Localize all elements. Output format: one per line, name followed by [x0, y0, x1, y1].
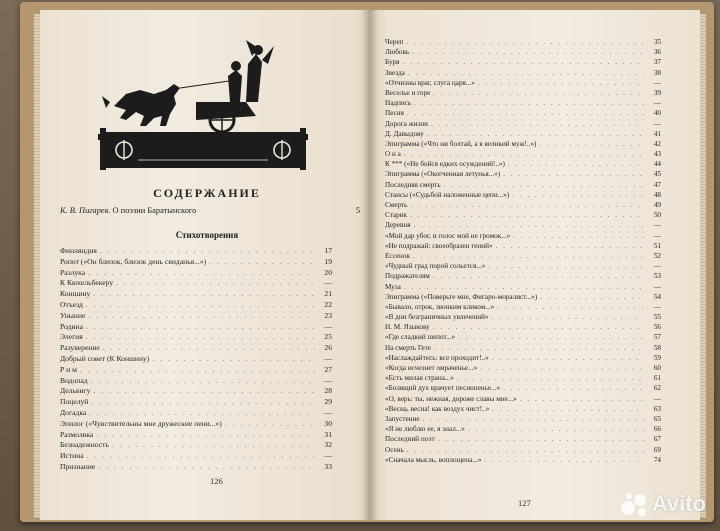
toc-entry-title: Ропот («Он близок, близок день свиданья...»)	[60, 256, 207, 266]
toc-entry-title: Признание	[60, 461, 96, 471]
toc-entry-title: Разуверение	[60, 343, 100, 353]
toc-leader-dots	[492, 404, 644, 414]
toc-leader-dots	[414, 220, 644, 230]
toc-entry-page: —	[324, 451, 332, 461]
toc-entry-title: Водопад	[60, 375, 88, 385]
toc-entry-page: 53	[653, 272, 661, 281]
toc-leader-dots	[93, 289, 315, 300]
toc-entry	[385, 302, 661, 312]
toc-leader-dots	[492, 353, 644, 363]
toc-entry-title: «Не подражай: своеобразен гений»	[385, 241, 493, 250]
toc-entry-page: 66	[653, 425, 661, 434]
toc-entry-page: 61	[653, 374, 661, 383]
toc-entry-page: 60	[653, 364, 661, 372]
toc-entry-title: «Весна, весна! как воздух чист!..»	[385, 404, 490, 413]
toc-leader-dots	[480, 363, 644, 373]
toc-leader-dots	[512, 190, 644, 200]
toc-entry-title: Старик	[385, 211, 408, 220]
toc-entry	[385, 57, 661, 67]
toc-leader-dots	[96, 430, 315, 441]
toc-entry	[385, 404, 661, 414]
toc-leader-dots	[431, 119, 644, 129]
toc-entry-title: «Когда исчезнет омраченье...»	[385, 364, 478, 372]
toc-entry-title: О н а	[385, 150, 401, 159]
toc-leader-dots	[503, 383, 644, 393]
toc-leader-dots	[410, 210, 644, 220]
toc-entry	[60, 246, 332, 257]
toc-entry-title: Дельвигу	[60, 386, 91, 396]
section-title: Стихотворения	[175, 230, 239, 240]
toc-entry-page: 57	[653, 333, 661, 342]
toc-leader-dots	[87, 451, 315, 462]
toc-entry	[385, 251, 661, 261]
toc-entry-title: Отъезд	[60, 299, 83, 309]
toc-entry	[60, 408, 332, 419]
toc-entry-title: Стансы («Судьбой наложенные цепи...»)	[385, 190, 510, 199]
toc-entry-page: 19	[324, 256, 332, 266]
toc-entry	[385, 210, 661, 220]
toc-entry-title: «Есть милая страна...»	[385, 374, 454, 383]
toc-entry-title: Финляндия	[60, 246, 97, 255]
toc-entry	[60, 462, 332, 473]
toc-entry-page: 51	[653, 241, 661, 250]
toc-entry-page: 50	[653, 211, 661, 220]
intro-entry	[60, 206, 360, 215]
toc-entry-page: 69	[653, 445, 661, 454]
toc-entry	[60, 430, 332, 441]
toc-leader-dots	[80, 365, 315, 376]
toc-entry	[385, 47, 661, 57]
toc-entry-page: 36	[653, 48, 661, 57]
toc-entry-page: 56	[653, 323, 661, 332]
toc-entry-title: Безнадежность	[60, 440, 109, 450]
toc-leader-dots	[98, 462, 315, 473]
toc-entry-page: —	[653, 99, 661, 108]
toc-entry-title: Эпиграмма («Окогченная летунья...»)	[385, 170, 501, 179]
toc-entry-page: 58	[653, 343, 661, 352]
toc-entry	[385, 139, 661, 149]
toc-entry-title: Песня	[385, 109, 404, 118]
toc-entry-page: 20	[324, 267, 332, 277]
toc-leader-dots	[100, 246, 315, 257]
toc-leader-dots	[89, 408, 315, 419]
toc-entry-title: «Сначала мысль, воплощена...»	[385, 455, 482, 464]
toc-entry-page: —	[653, 394, 661, 403]
toc-leader-dots	[93, 386, 315, 397]
toc-entry-title: Догадка	[60, 407, 87, 417]
toc-entry-title: «Где сладкий шепот...»	[385, 333, 456, 342]
toc-entry-title: Элегия	[60, 332, 83, 342]
toc-leader-dots	[423, 414, 644, 424]
toc-entry	[385, 455, 661, 465]
toc-entry-page: 35	[653, 38, 661, 46]
toc-entry-page: —	[324, 321, 332, 331]
folio-right: 127	[518, 498, 531, 508]
toc-entry-title: Запустение	[385, 414, 420, 423]
folio-left: 126	[210, 476, 223, 486]
toc-entry	[60, 376, 332, 387]
toc-entry	[385, 282, 661, 292]
toc-entry-page: 27	[324, 364, 332, 374]
toc-entry	[385, 220, 661, 230]
toc-entry	[60, 397, 332, 408]
toc-entry-title: Эпилог («Чувствительны мне дружеские пени...»)	[60, 418, 222, 428]
toc-entry-page: —	[324, 375, 332, 385]
toc-entry-page: 25	[324, 332, 332, 342]
toc-leader-dots	[91, 397, 315, 408]
toc-entry-page: 37	[653, 58, 661, 67]
toc-leader-dots	[427, 129, 644, 139]
toc-entry-title: Н. М. Языкову	[385, 323, 430, 332]
toc-entry	[385, 394, 661, 404]
toc-leader-dots	[539, 139, 644, 149]
toc-entry-page: 74	[653, 455, 661, 464]
avito-text: Avito	[651, 491, 706, 516]
toc-entry	[385, 445, 661, 455]
toc-leader-dots	[412, 47, 644, 57]
toc-entry-title: Надпись	[385, 99, 412, 108]
toc-leader-dots	[410, 200, 644, 210]
toc-entry-title: Размолвка	[60, 429, 94, 439]
toc-entry-page: 31	[324, 429, 332, 439]
toc-entry	[385, 190, 661, 200]
intro-page: 5	[355, 206, 360, 215]
toc-entry-page: 62	[653, 384, 661, 393]
toc-entry-title: Веселье и горе	[385, 88, 431, 97]
toc-entry-title: Эпиграмма («Поверьте мне, Фигаро-моралист...»)	[385, 292, 538, 301]
toc-leader-dots	[152, 354, 315, 365]
toc-entry	[385, 271, 661, 281]
toc-entry-title: Ессенок	[385, 251, 410, 260]
toc-entry-page: 17	[324, 246, 332, 255]
toc-entry-title: Подражателям	[385, 272, 430, 281]
toc-leader-dots	[488, 261, 644, 271]
toc-leader-dots	[434, 343, 644, 353]
toc-entry-page: 39	[653, 88, 661, 97]
toc-entry-page: —	[324, 353, 332, 363]
toc-entry	[60, 419, 332, 430]
toc-entry	[385, 414, 661, 424]
toc-entry	[60, 354, 332, 365]
toc-entry-page: 59	[653, 353, 661, 362]
toc-leader-dots	[444, 180, 644, 190]
toc-entry-title: Череп	[385, 38, 404, 46]
toc-entry-page: 49	[653, 201, 661, 209]
spine-shadow	[362, 10, 378, 520]
toc-entry	[385, 353, 661, 363]
toc-entry-title: «Мой дар убог, и голос мой не громок...»	[385, 231, 511, 240]
toc-leader-dots	[88, 268, 315, 279]
toc-entry-page: 41	[653, 129, 661, 138]
toc-entry-title: На смерть Гете	[385, 343, 431, 352]
toc-entry	[385, 424, 661, 434]
toc-entry-title: Р и м	[60, 364, 77, 374]
toc-entry	[385, 231, 661, 241]
toc-leader-dots	[503, 169, 644, 179]
toc-leader-dots	[88, 311, 315, 322]
toc-entry	[385, 241, 661, 251]
toc-entry	[385, 200, 661, 210]
toc-entry-title: «Наслаждайтесь: все проходит!..»	[385, 353, 489, 362]
toc-leader-dots	[103, 343, 315, 354]
toc-entry	[385, 312, 661, 322]
toc-entry-page: 47	[653, 180, 661, 189]
toc-entry-title: Поцелуй	[60, 397, 89, 407]
toc-entry	[60, 386, 332, 397]
toc-entry	[385, 159, 661, 169]
toc-leader-dots	[513, 231, 644, 241]
toc-entry	[385, 129, 661, 139]
toc-entry-page: —	[653, 262, 661, 271]
toc-entry-page: —	[653, 221, 661, 230]
toc-entry	[385, 261, 661, 271]
toc-entry	[385, 292, 661, 302]
toc-entry-page: 42	[653, 139, 661, 148]
toc-entry-page: 63	[653, 404, 661, 413]
toc-entry-title: «Чудный град порой сольется...»	[385, 262, 486, 271]
toc-entry-page: —	[653, 78, 661, 87]
toc-entry	[385, 169, 661, 179]
toc-entry	[385, 322, 661, 332]
toc-entry-page: 45	[653, 170, 661, 179]
toc-entry-title: Д. Давыдову	[385, 129, 424, 138]
toc-entry	[385, 363, 661, 373]
toc-leader-dots	[402, 57, 644, 67]
toc-leader-dots	[86, 300, 315, 311]
toc-entry-page: 67	[653, 435, 661, 444]
toc-entry	[60, 440, 332, 451]
toc-entry	[385, 373, 661, 383]
toc-entry	[385, 383, 661, 393]
toc-leader-dots	[457, 373, 644, 383]
intro-title: О поэзии Баратынского	[112, 206, 197, 215]
toc-leader-dots	[458, 332, 644, 342]
toc-leader-dots	[112, 440, 315, 451]
toc-entry-page: 22	[324, 299, 332, 309]
toc-entry-title: Осень	[385, 445, 404, 454]
chariot-vignette-icon	[96, 36, 310, 176]
toc-entry	[385, 180, 661, 190]
toc-entry-title: Добрый совет (К Коншину)	[60, 353, 150, 363]
toc-leader-dots	[116, 278, 315, 289]
toc-entry	[385, 68, 661, 78]
toc-entry-page: 30	[324, 418, 332, 428]
toc-entry-page: 28	[324, 386, 332, 396]
toc-entry	[385, 119, 661, 129]
toc-entry-page: 55	[653, 313, 661, 322]
toc-entry-title: К *** («Не бойся едких осуждений!..»)	[385, 160, 505, 169]
toc-leader-dots	[86, 332, 315, 343]
page-edge-right	[700, 14, 706, 518]
toc-leader-dots	[414, 98, 644, 108]
toc-leader-dots	[478, 78, 644, 88]
toc-leader-dots	[407, 37, 645, 47]
toc-entry	[60, 322, 332, 333]
toc-entry-title: Истина	[60, 451, 84, 461]
toc-entry-page: 52	[653, 251, 661, 260]
toc-leader-dots	[484, 455, 644, 465]
toc-leader-dots	[225, 419, 315, 430]
toc-entry-page: —	[653, 119, 661, 128]
toc-leader-dots	[433, 271, 644, 281]
toc-entry-page: 40	[653, 109, 661, 118]
toc-entry-page: 26	[324, 343, 332, 353]
avito-logo-icon	[620, 491, 648, 517]
toc-entry	[60, 451, 332, 462]
toc-entry-title: Смерть	[385, 201, 408, 209]
toc-leader-dots	[91, 376, 315, 387]
toc-leader-dots	[408, 68, 644, 78]
toc-entry-title: «В дни безграничных увлечений»	[385, 313, 489, 322]
toc-entry-title: «Я не люблю ее, я знал...»	[385, 425, 465, 434]
toc-entry-title: Любовь	[385, 48, 410, 57]
toc-entry	[60, 278, 332, 289]
toc-entry	[385, 108, 661, 118]
toc-entry-page: —	[653, 231, 661, 240]
toc-entry-page: 43	[653, 150, 661, 159]
toc-entry-page: 32	[324, 440, 332, 450]
toc-entry-page: 21	[324, 289, 332, 299]
toc-entry-page: —	[324, 407, 332, 417]
toc-entry-page: 48	[653, 190, 661, 199]
toc-leader-dots	[407, 445, 644, 455]
toc-leader-dots	[497, 302, 644, 312]
toc-leader-dots	[496, 241, 644, 251]
toc-leader-dots	[86, 322, 315, 333]
toc-entry-title: «Болящий дух врачует песнопенье...»	[385, 384, 501, 393]
toc-entry	[385, 149, 661, 159]
toc-entry	[385, 332, 661, 342]
toc-leader-dots	[540, 292, 644, 302]
left-toc-list	[60, 246, 332, 473]
toc-leader-dots	[438, 434, 644, 444]
toc-entry-title: Эпиграмма («Что ни болтай, а я великий муж!..»)	[385, 139, 537, 148]
toc-entry	[385, 343, 661, 353]
toc-entry-title: Буря	[385, 58, 400, 67]
right-toc-list	[385, 37, 661, 465]
toc-entry-title: «Бывало, отрок, звонким кликом...»	[385, 302, 495, 311]
toc-entry	[60, 257, 332, 268]
toc-entry-page: —	[653, 282, 661, 291]
toc-entry-title: Последний поэт	[385, 435, 435, 444]
toc-entry-title: Уныние	[60, 310, 86, 320]
toc-heading: СОДЕРЖАНИЕ	[153, 186, 261, 200]
toc-leader-dots	[492, 312, 644, 322]
toc-entry	[60, 311, 332, 322]
toc-entry-page: 38	[653, 68, 661, 77]
toc-entry-title: Муза	[385, 282, 401, 291]
intro-author: К. В. Пигарев.	[60, 206, 111, 215]
toc-entry	[385, 37, 661, 47]
toc-entry-title: «О, верь: ты, нежная, дороже славы мне...»	[385, 394, 517, 403]
toc-leader-dots	[508, 159, 644, 169]
toc-entry	[385, 98, 661, 108]
toc-leader-dots	[407, 108, 644, 118]
toc-entry-page: —	[324, 278, 332, 288]
avito-watermark	[620, 491, 706, 517]
toc-leader-dots	[520, 394, 644, 404]
toc-entry-page: —	[653, 302, 661, 311]
toc-entry-title: Родина	[60, 321, 83, 331]
toc-entry	[60, 365, 332, 376]
toc-leader-dots	[413, 251, 644, 261]
toc-entry-page: 44	[653, 160, 661, 169]
toc-entry-title: Звезда	[385, 68, 405, 77]
toc-entry-title: Последняя смерть	[385, 180, 441, 189]
toc-entry-title: Коншину	[60, 289, 91, 299]
toc-leader-dots	[209, 257, 315, 268]
toc-entry-page: 23	[324, 310, 332, 320]
toc-entry	[385, 88, 661, 98]
toc-entry-page: 65	[653, 414, 661, 423]
toc-entry-title: Деревня	[385, 221, 411, 230]
toc-leader-dots	[433, 88, 644, 98]
toc-entry	[385, 78, 661, 88]
toc-entry-title: «Отчизны враг, слуга царя...»	[385, 78, 475, 87]
toc-entry	[60, 300, 332, 311]
toc-entry	[60, 332, 332, 343]
toc-entry-page: 54	[653, 292, 661, 301]
toc-entry	[385, 434, 661, 444]
toc-entry-page: 29	[324, 397, 332, 407]
toc-entry-title: Разлука	[60, 267, 86, 277]
toc-entry-title: Дорога жизни	[385, 119, 428, 128]
toc-entry-page: 33	[324, 461, 332, 471]
toc-entry-title: К Кюхельбекеру	[60, 278, 114, 288]
toc-leader-dots	[433, 322, 644, 332]
toc-entry	[60, 289, 332, 300]
toc-leader-dots	[404, 149, 644, 159]
toc-entry	[60, 268, 332, 279]
toc-leader-dots	[468, 424, 644, 434]
toc-leader-dots	[404, 282, 644, 292]
toc-entry	[60, 343, 332, 354]
